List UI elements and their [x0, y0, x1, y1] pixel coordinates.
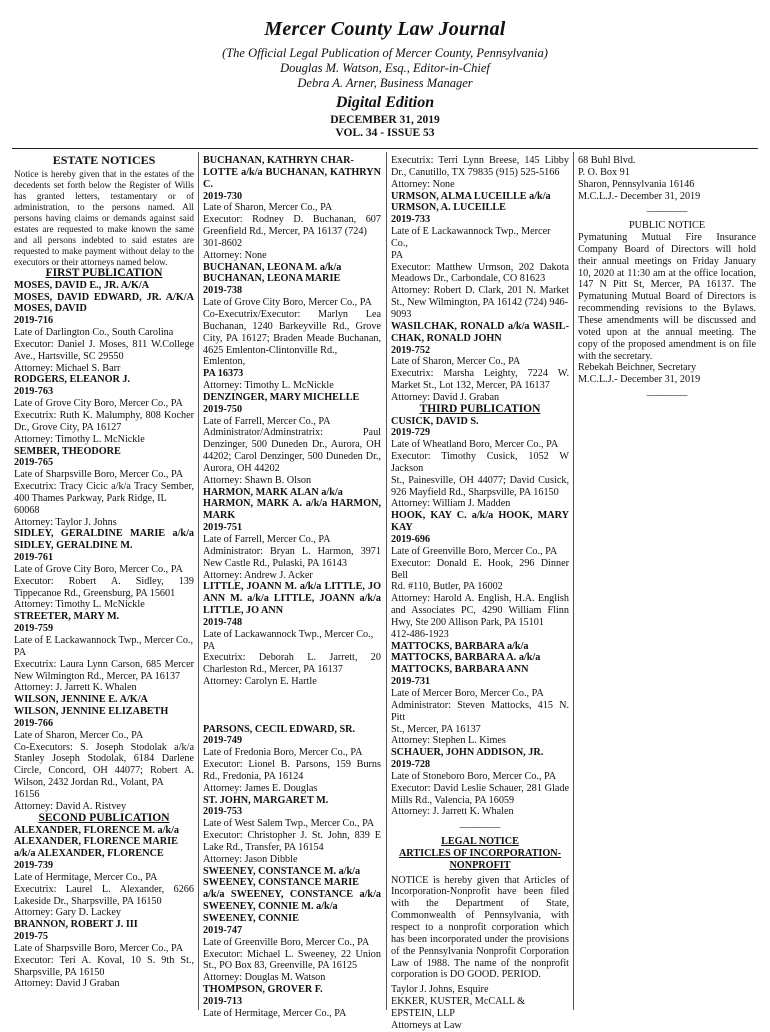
notice-line: Greenfield Rd., Mercer, PA 16137 (724): [203, 226, 367, 238]
notice-line: ANN M. a/k/a LITTLE, JOANN a/k/a: [203, 593, 381, 605]
notice-line: St., New Wilmington, PA 16142 (724) 946-: [391, 297, 569, 309]
notice-line: THOMPSON, GROVER F.: [203, 984, 323, 996]
notice-line: 2019-730: [203, 190, 243, 202]
notice-line: LITTLE, JO ANN: [203, 605, 284, 617]
notice-line: Attorney: William J. Madden: [391, 498, 511, 510]
notice-line: Late of Grove City Boro, Mercer Co., PA: [203, 297, 372, 309]
notice-line: Attorney: James E. Douglas: [203, 782, 318, 794]
notice-line: Late of Hermitage, Mercer Co., PA: [14, 871, 158, 883]
notice-line: Dr., Grove City, PA 16127: [14, 421, 122, 433]
separator: ________: [459, 818, 501, 830]
notice-line: Meadows Dr., Carbondale, CO 81623: [391, 273, 546, 285]
notice-line: Attorney: Stephen L. Kimes: [391, 735, 506, 747]
notice-line: a/k/a ALEXANDER, FLORENCE: [14, 848, 164, 860]
notice-line: SIDLEY, GERALDINE M.: [14, 540, 133, 552]
notice-line: 2019-766: [14, 717, 54, 729]
notice-line: and Associates PC, 4290 William Flinn: [391, 605, 569, 617]
notice-line: St., Painesville, OH 44077; David Cusick,: [391, 474, 569, 486]
notice-line: Administrator/Adminstratrix: Paul: [203, 427, 381, 439]
notice-line: 2019-729: [391, 427, 431, 439]
notice-line: Late of Hermitage, Mercer Co., PA: [203, 1007, 347, 1019]
notice-line: Late of Greenville Boro, Mercer Co., PA: [391, 545, 558, 557]
notice-line: LITTLE, JOANN M. a/k/a LITTLE, JO: [203, 581, 381, 593]
first-publication-heading: FIRST PUBLICATION: [45, 266, 163, 279]
notice-line: Attorney: J. Jarrett K. Whalen: [14, 682, 137, 694]
notice-line: Administrator: Steven Mattocks, 415 N. Pitt: [391, 699, 569, 723]
notice-line: PARSONS, CECIL EDWARD, SR.: [203, 723, 356, 735]
notice-line: St., Mercer, PA 16137: [391, 723, 481, 735]
column-four: [578, 155, 756, 398]
public-notice-body: Pymatuning Mutual Fire Insurance Company Board of Directors will hold their annual meetings on Friday January 10, 2020 at 11:30 am at the office location, 147 N Pitt St, Mercer, PA 16137. The Pymatuning Mutual Board of Directors is recommending revisions to the Bylaws. These amendments will be discussed and voted upon at the annual meeting. The copy of the proposed amendment is on file with the secretary.: [578, 232, 756, 362]
notice-line: 2019-759: [14, 623, 54, 635]
notice-line: 2019-728: [391, 759, 431, 771]
notice-line: RODGERS, ELEANOR J.: [14, 374, 131, 386]
notice-line: Attorney: None: [203, 249, 267, 261]
notice-line: Executor: Matthew Urmson, 202 Dakota: [391, 261, 569, 273]
notice-line: 400 Thames Parkway, Park Ridge, IL: [14, 492, 167, 504]
notice-line: 2019-753: [203, 806, 243, 818]
notice-line: Executor: Donald E. Hook, 296 Dinner Bell: [391, 557, 569, 581]
notice-line: WASILCHAK, RONALD a/k/a WASIL-: [391, 320, 569, 332]
notice-line: SWEENEY, CONSTANCE MARIE: [203, 877, 359, 889]
notice-line: Late of E Lackawannock Twp., Mercer Co.,: [391, 226, 551, 249]
notice-line: Late of Sharpsville Boro, Mercer Co., PA: [14, 942, 184, 954]
notice-line: BRANNON, ROBERT J. III: [14, 919, 138, 931]
notice-line: Late of Wheatland Boro, Mercer Co., PA: [391, 439, 559, 451]
notice-line: ST. JOHN, MARGARET M.: [203, 794, 329, 806]
notice-line: PA 16373: [203, 368, 244, 380]
separator: ________: [646, 202, 688, 214]
notice-line: Attorney: Timothy L. McNickle: [203, 380, 334, 392]
first-publication-list: [14, 280, 194, 813]
notice-line: Late of Greenville Boro, Mercer Co., PA: [203, 936, 370, 948]
notice-line: Late of E Lackawannock Twp., Mercer Co.,: [14, 635, 194, 646]
notice-line: BUCHANAN, KATHRYN CHAR-: [203, 155, 354, 166]
notice-line: 2019-749: [203, 735, 243, 747]
publication-date-line: M.C.L.J.- December 31, 2019: [578, 374, 701, 386]
notice-line: Stanley Joseph Stodolak, 6184 Darlene: [14, 753, 194, 765]
legal-notice-subheading: ARTICLES OF INCORPORATION-: [398, 847, 562, 859]
public-notice-heading: PUBLIC NOTICE: [628, 220, 706, 232]
notice-line: Executrix: Deborah L. Jarrett, 20: [203, 652, 381, 664]
issue-volume: VOL. 34 - ISSUE 53: [335, 127, 435, 139]
notice-line: SWEENEY, CONNIE M. a/k/a: [203, 901, 338, 913]
notice-line: MATTOCKS, BARBARA ANN: [391, 664, 529, 676]
estate-notices-heading: ESTATE NOTICES: [52, 153, 156, 167]
address-line: 68 Buhl Blvd.: [578, 155, 636, 166]
notice-line: SEMBER, THEODORE: [14, 445, 121, 457]
notice-line: Attorney: David J. Graban: [391, 391, 500, 403]
notice-line: 2019-765: [14, 457, 54, 469]
notice-line: MOSES, DAVID E., JR. A/K/A: [14, 279, 150, 291]
notice-line: Rd. #110, Butler, PA 16002: [391, 581, 503, 593]
notice-line: New Castle Rd., Pulaski, PA 16143: [203, 557, 347, 569]
notice-line: 2019-763: [14, 386, 54, 398]
notice-line: C.: [203, 178, 213, 190]
notice-line: MOSES, DAVID EDWARD, JR. A/K/A: [14, 291, 194, 303]
header-rule: [12, 148, 758, 149]
notice-line: 16156: [14, 788, 40, 800]
notice-line: Rd., Fredonia, PA 16124: [203, 770, 304, 782]
notice-line: 2019-733: [391, 214, 431, 226]
notice-line: WILSON, JENNINE ELIZABETH: [14, 706, 169, 718]
notice-line: Executrix: Tracy Cicic a/k/a Tracy Sember,: [14, 481, 194, 493]
notice-line: MATTOCKS, BARBARA a/k/a: [391, 640, 529, 652]
notice-line: SCHAUER, JOHN ADDISON, JR.: [391, 747, 544, 759]
notice-line: St., PO Box 83, Greenville, PA 16125: [203, 960, 358, 972]
notice-line: 2019-739: [14, 860, 54, 872]
notice-line: Executor: Christopher J. St. John, 839 E: [203, 830, 381, 842]
notice-line: Sharpsville, PA 16150: [14, 966, 105, 978]
notice-line: Attorney: Shawn B. Olson: [203, 474, 312, 486]
notice-line: PA: [391, 249, 404, 261]
notice-line: 2019-748: [203, 616, 243, 628]
notice-line: PA: [14, 646, 27, 658]
notice-line: Executor: Lionel B. Parsons, 159 Burns: [203, 759, 381, 771]
address-line: P. O. Box 91: [578, 166, 630, 178]
notice-line: Late of Stoneboro Boro, Mercer Co., PA: [391, 770, 557, 782]
notice-line: Attorney: David J Graban: [14, 978, 120, 990]
column-three-list-a: [391, 155, 569, 404]
publication-date-line: M.C.L.J.- December 31, 2019: [578, 190, 701, 202]
legal-sign-line: Taylor J. Johns, Esquire: [391, 984, 489, 996]
notice-line: 4625 Emlenton-Clintonville Rd., Emlenton,: [203, 344, 338, 368]
public-notice-signer: Rebekah Beichner, Secretary: [578, 362, 697, 374]
column-three: [391, 155, 569, 1032]
notice-line: 926 Mayfield Rd., Sharpsville, PA 16150: [391, 486, 559, 498]
notice-line: SWEENEY, CONSTANCE M. a/k/a: [203, 865, 361, 877]
notice-line: Attorney: J. Jarrett K. Whalen: [391, 806, 514, 818]
notice-line: Executrix: Ruth K. Malumphy, 808 Kocher: [14, 409, 194, 421]
notice-line: 301-8602: [203, 237, 243, 249]
notice-line: 2019-738: [203, 285, 243, 297]
notice-line: Attorney: Robert D. Clark, 201 N. Market: [391, 285, 569, 297]
notice-line: 44202; Carol Denzinger, 500 Duneden Dr.,: [203, 451, 381, 463]
notice-line: Administrator: Bryan L. Harmon, 3971: [203, 545, 381, 557]
notice-line: Attorney: Michael S. Barr: [14, 362, 121, 374]
notice-line: MATTOCKS, BARBARA A. a/k/a: [391, 652, 541, 664]
notice-line: PA: [203, 640, 216, 652]
masthead-title: Mercer County Law Journal: [264, 18, 506, 40]
notice-line: Market St., Lot 132, Mercer, PA 16137: [391, 380, 550, 392]
notice-line: Executor: Daniel J. Moses, 811 W.College: [14, 338, 194, 350]
third-publication-list: [391, 416, 569, 819]
legal-sign-line: Attorneys at Law: [391, 1019, 462, 1031]
notice-line: Late of Lackawannock Twp., Mercer Co.,: [203, 628, 374, 640]
notice-line: Late of Farrell, Mercer Co., PA: [203, 415, 331, 427]
notice-line: URMSON, A. LUCEILLE: [391, 202, 506, 214]
column-divider: [386, 152, 387, 1010]
notice-line: Denzinger, 500 Duneden Dr., Aurora, OH: [203, 439, 381, 451]
column-divider: [198, 152, 199, 1010]
notice-line: KAY: [391, 522, 413, 534]
notice-line: Late of Sharon, Mercer Co., PA: [14, 729, 144, 741]
notice-line: 2019-716: [14, 315, 54, 327]
notice-line: Executor: Teri A. Koval, 10 S. 9th St.,: [14, 954, 194, 966]
notice-line: Executrix: Marsha Leighty, 7224 W.: [391, 368, 569, 380]
notice-line: Dr., Canutillo, TX 79835 (915) 525-5166: [391, 166, 560, 178]
notice-line: 2019-750: [203, 403, 243, 415]
notice-line: 2019-751: [203, 522, 243, 534]
notice-line: Attorney: None: [391, 178, 455, 190]
notice-line: Co-Executors: S. Joseph Stodolak a/k/a: [14, 741, 194, 753]
notice-line: Attorney: Jason Dibble: [203, 853, 298, 865]
notice-line: Late of West Salem Twp., Mercer Co., PA: [203, 818, 375, 830]
notice-line: City, PA 16127; Braden Meade Buchanan,: [203, 332, 381, 344]
notice-line: Late of Darlington Co., South Carolina: [14, 327, 174, 339]
notice-line: Attorney: David A. Ristvey: [14, 800, 127, 812]
notice-line: 60068: [14, 504, 40, 516]
notice-line: Attorney: Timothy L. McNickle: [14, 433, 145, 445]
address-line: Sharon, Pennsylvania 16146: [578, 178, 695, 190]
notice-line: Late of Sharon, Mercer Co., PA: [203, 202, 333, 214]
notice-line: CHAK, RONALD JOHN: [391, 332, 502, 344]
legal-notice-heading: LEGAL NOTICE: [441, 836, 519, 848]
subtitle-manager: Debra A. Arner, Business Manager: [297, 76, 473, 90]
notice-line: a/k/a SWEENEY, CONSTANCE a/k/a: [203, 889, 381, 901]
notice-line: 2019-713: [203, 995, 243, 1007]
column-two-list-b: [203, 724, 381, 1020]
notice-line: STREETER, MARY M.: [14, 611, 120, 623]
notice-line: Executor: David Leslie Schauer, 281 Glade: [391, 782, 569, 794]
notice-line: 9093: [391, 308, 412, 320]
notice-line: 2019-752: [391, 344, 431, 356]
legal-notice-subheading-2: NONPROFIT: [449, 859, 511, 871]
notice-line: Late of Sharon, Mercer Co., PA: [391, 356, 521, 368]
separator: ________: [646, 386, 688, 398]
subtitle-publication: (The Official Legal Publication of Mercer County, Pennsylvania): [222, 46, 548, 60]
notice-line: CUSICK, DAVID S.: [391, 415, 479, 427]
column-two: [203, 155, 381, 1020]
notice-line: Attorney: Carolyn E. Hartle: [203, 676, 317, 688]
legal-notice-body: NOTICE is hereby given that Articles of Incorporation-Nonprofit have been filed with the Department of State, Commonwealth of Pennsylvania, with respect to a nonprofit corporation which has been incorporated under the provisions of the Pennsylvania Nonprofit Corporation Law of 1988. The name of the nonprofit corporation is DO GOOD. PERIOD.: [391, 874, 569, 981]
notice-line: Charleston Rd., Mercer, PA 16137: [203, 664, 343, 676]
notice-line: ALEXANDER, FLORENCE MARIE: [14, 836, 178, 848]
column-divider: [573, 152, 574, 1010]
notice-line: SWEENEY, CONNIE: [203, 913, 299, 924]
notice-line: BUCHANAN, LEONA M. a/k/a: [203, 261, 342, 273]
notice-line: ALEXANDER, FLORENCE M. a/k/a: [14, 824, 179, 836]
notice-line: Executor: Rodney D. Buchanan, 607: [203, 214, 381, 226]
notice-line: Circle, Concord, OH 44077; Robert A.: [14, 765, 194, 777]
notice-line: Late of Fredonia Boro, Mercer Co., PA: [203, 747, 363, 759]
notice-line: Attorney: Timothy L. McNickle: [14, 599, 145, 611]
notice-line: Attorney: Andrew J. Acker: [203, 569, 313, 581]
second-publication-heading: SECOND PUBLICATION: [38, 811, 170, 824]
notice-line: HARMON, MARK ALAN a/k/a: [203, 486, 343, 498]
notice-line: Lake Rd., Transfer, PA 16154: [203, 841, 324, 853]
notice-line: Executrix: Terri Lynn Breese, 145 Libby: [391, 155, 569, 166]
notice-line: SIDLEY, GERALDINE MARIE a/k/a: [14, 528, 194, 540]
second-publication-list: [14, 825, 194, 991]
notice-line: URMSON, ALMA LUCEILLE a/k/a: [391, 190, 551, 202]
notice-line: Late of Grove City Boro, Mercer Co., PA: [14, 398, 183, 410]
notice-line: Attorney: Gary D. Lackey: [14, 907, 121, 919]
notice-line: MARK: [203, 510, 236, 522]
notice-line: Executor: Timothy Cusick, 1052 W Jackson: [391, 451, 569, 474]
notice-line: 2019-75: [14, 931, 48, 943]
estate-notices-intro: Notice is hereby given that in the estates of the decedents set forth below the Register of Wills has granted letters, testamentary or of administration, to the persons named. All persons having claims or demands against said estates are requested to make known the same and all persons indebted to said estates are requested to make payment without delay to the executors or their attorneys named below.: [14, 168, 194, 267]
notice-line: Executor: Robert A. Sidley, 139: [14, 575, 194, 587]
notice-line: Attorney: Douglas M. Watson: [203, 972, 326, 984]
notice-line: 2019-731: [391, 676, 431, 688]
column-estate-notices: [14, 155, 194, 990]
notice-line: MOSES, DAVID: [14, 303, 87, 315]
column-two-list-a: [203, 155, 381, 688]
notice-line: HOOK, KAY C. a/k/a HOOK, MARY: [391, 510, 569, 522]
notice-line: Executrix: Laura Lynn Carson, 685 Mercer: [14, 658, 194, 670]
legal-sign-line: EPSTEIN, LLP: [391, 1007, 455, 1019]
notice-line: Late of Farrell, Mercer Co., PA: [203, 534, 331, 545]
notice-line: Aurora, OH 44202: [203, 462, 280, 474]
notice-line: Hwy, Ste 200 Allison Park, PA 15101: [391, 616, 544, 628]
notice-line: LOTTE a/k/a BUCHANAN, KATHRYN: [203, 166, 381, 178]
notice-line: New Wilmington Rd., Mercer, PA 16137: [14, 670, 181, 682]
issue-date: DECEMBER 31, 2019: [330, 114, 440, 126]
notice-line: 2019-696: [391, 534, 431, 545]
notice-line: Tippecanoe Rd., Greensburg, PA 15601: [14, 587, 176, 599]
notice-line: Wilson, 2432 Jordan Rd., Volant, PA: [14, 777, 164, 789]
notice-line: Lakeside Dr., Sharpsville, PA 16150: [14, 895, 162, 907]
notice-line: 412-486-1923: [391, 628, 449, 640]
notice-line: Late of Mercer Boro, Mercer Co., PA: [391, 687, 544, 699]
notice-line: Ave., Hartsville, SC 29550: [14, 350, 124, 362]
edition-title: Digital Edition: [335, 94, 435, 111]
notice-line: Mills Rd., Valencia, PA 16059: [391, 794, 515, 806]
notice-line: 2019-761: [14, 552, 54, 564]
notice-line: 2019-747: [203, 924, 243, 936]
notice-line: DENZINGER, MARY MICHELLE: [203, 391, 360, 403]
notice-line: Executrix: Laurel L. Alexander, 6266: [14, 883, 194, 895]
notice-line: HARMON, MARK A. a/k/a HARMON,: [203, 498, 381, 510]
notice-line: Late of Sharpsville Boro, Mercer Co., PA: [14, 469, 184, 481]
notice-line: Attorney: Taylor J. Johns: [14, 516, 117, 528]
legal-sign-line: EKKER, KUSTER, McCALL &: [391, 996, 526, 1008]
notice-line: Executor: Michael L. Sweeney, 22 Union: [203, 948, 381, 960]
notice-line: Co-Executrix/Executor: Marlyn Lea: [203, 308, 381, 320]
notice-line: WILSON, JENNINE E. A/K/A: [14, 694, 148, 706]
third-publication-heading: THIRD PUBLICATION: [419, 402, 541, 415]
notice-line: BUCHANAN, LEONA MARIE: [203, 273, 341, 285]
notice-line: Late of Grove City Boro, Mercer Co., PA: [14, 563, 183, 575]
notice-line: Buchanan, 1240 Barkeyville Rd., Grove: [203, 320, 381, 332]
subtitle-editor: Douglas M. Watson, Esq., Editor-in-Chief: [280, 61, 490, 75]
notice-line: Attorney: Harold A. English, H.A. English: [391, 593, 569, 605]
